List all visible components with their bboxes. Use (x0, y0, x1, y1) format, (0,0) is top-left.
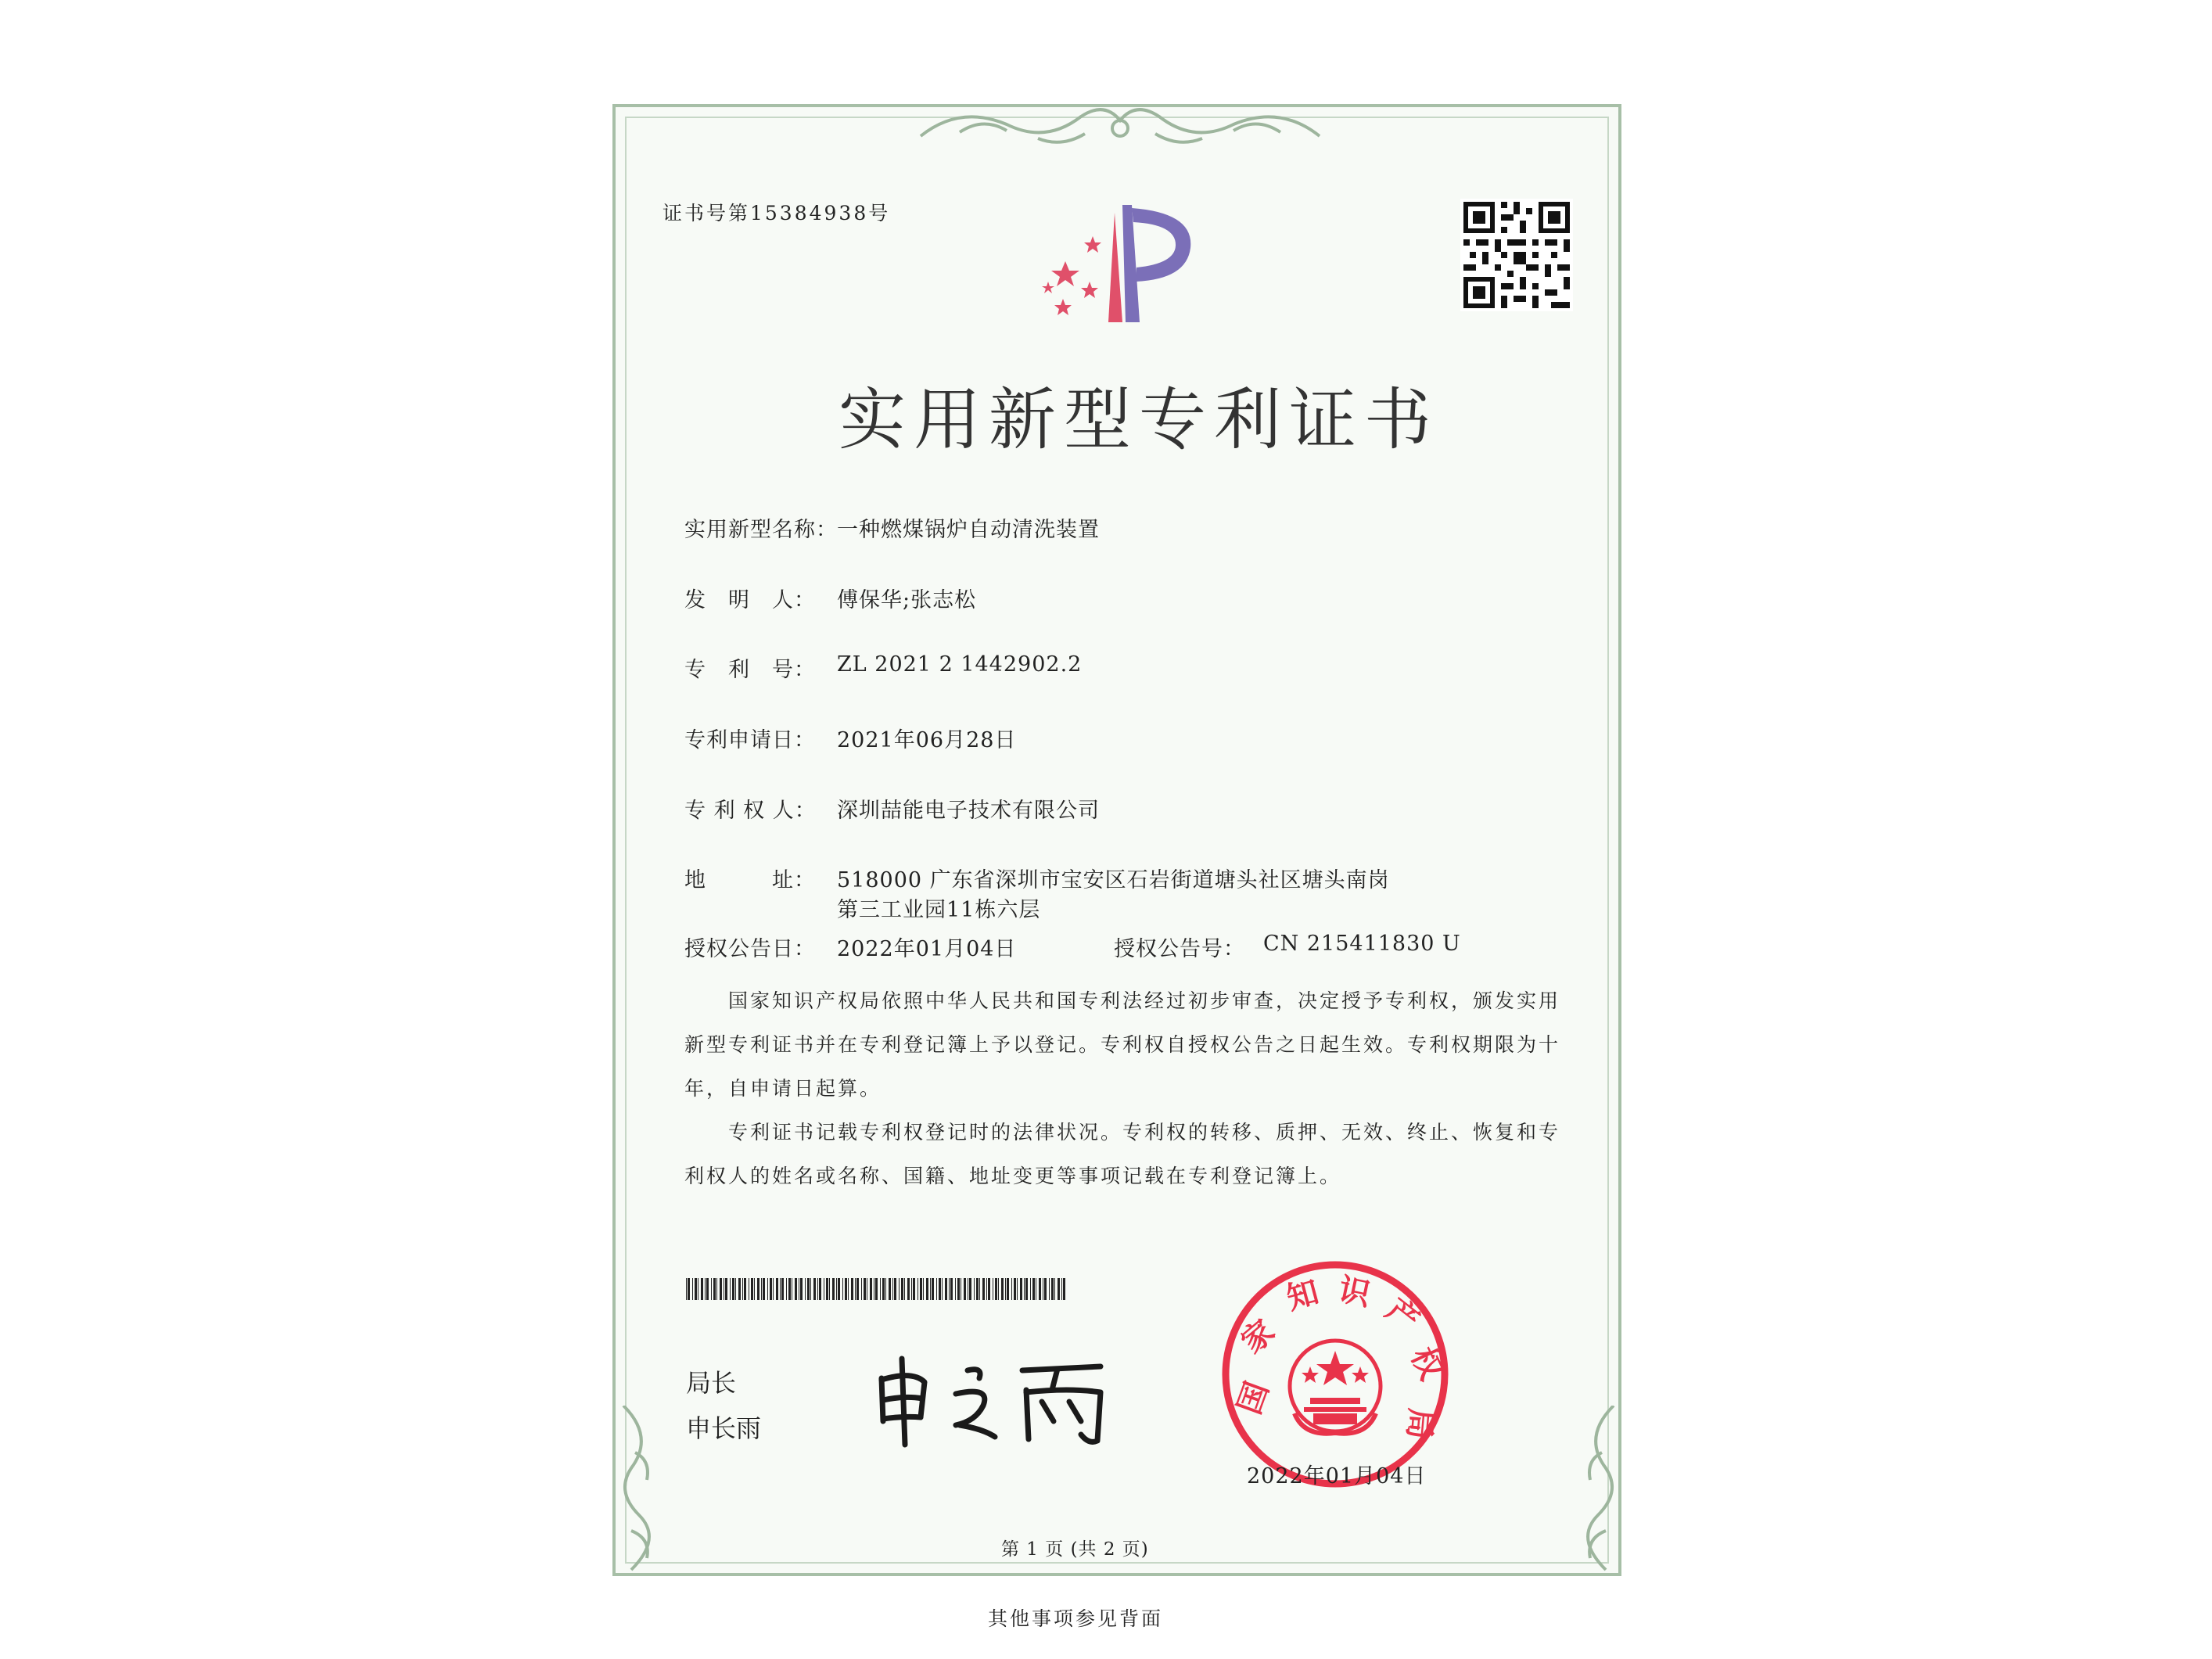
director-title: 局长 (686, 1368, 737, 1398)
footer-note: 其他事项参见背面 (988, 1607, 1164, 1630)
svg-text:产: 产 (1379, 1291, 1426, 1340)
page-indicator: 第 1 页 (共 2 页) (1001, 1539, 1149, 1560)
address-label: 地 址： (684, 868, 816, 892)
cnipa-logo-icon (1022, 189, 1210, 330)
notice-paragraph-1-line-2: 新型专利证书并在专利登记簿上予以登记。专利权自授权公告之日起生效。专利权期限为十 (684, 1033, 1561, 1056)
director-signature (866, 1347, 1124, 1449)
svg-text:局: 局 (1400, 1406, 1439, 1442)
patentee-value: 深圳喆能电子技术有限公司 (837, 799, 1100, 823)
patent-number-label: 专 利 号： (684, 658, 816, 682)
address-line-1: 518000 广东省深圳市宝安区石岩街道塘头社区塘头南岗 (837, 868, 1390, 892)
certificate-number: 证书号第15384938号 (663, 202, 891, 224)
certificate-title: 实用新型专利证书 (838, 381, 1439, 459)
top-ornament-icon (913, 104, 1327, 156)
official-seal (1218, 1257, 1453, 1492)
grant-number-label: 授权公告号： (1114, 937, 1245, 961)
notice-paragraph-2-line-2: 利权人的姓名或名称、国籍、地址变更等事项记载在专利登记簿上。 (684, 1165, 1342, 1187)
utility-name-label: 实用新型名称： (684, 518, 838, 542)
notice-paragraph-2-line-1: 专利证书记载专利权登记时的法律状况。专利权的转移、质押、无效、终止、恢复和专 (684, 1121, 1561, 1144)
grant-date-value: 2022年01月04日 (837, 937, 1017, 961)
inventor-value: 傅保华;张志松 (837, 588, 977, 612)
left-ornament-icon (616, 1406, 670, 1576)
seal-date: 2022年01月04日 (1247, 1464, 1427, 1488)
address-line-2: 第三工业园11栋六层 (837, 898, 1041, 922)
patent-number-value: ZL 2021 2 1442902.2 (837, 652, 1083, 677)
utility-name-value: 一种燃煤锅炉自动清洗装置 (837, 518, 1100, 542)
inventor-label: 发 明 人： (684, 588, 816, 612)
qr-code-icon (1460, 199, 1573, 311)
certificate (612, 104, 1621, 1576)
svg-text:权: 权 (1403, 1341, 1450, 1386)
patentee-label: 专 利 权 人： (684, 799, 817, 823)
right-ornament-icon (1567, 1406, 1621, 1576)
barcode-icon (686, 1278, 1069, 1300)
filing-date-label: 专利申请日： (684, 728, 816, 752)
filing-date-value: 2021年06月28日 (837, 728, 1017, 752)
notice-paragraph-1-line-3: 年，自申请日起算。 (684, 1077, 882, 1100)
svg-text:知: 知 (1283, 1274, 1323, 1317)
svg-text:识: 识 (1335, 1271, 1374, 1313)
grant-number-value: CN 215411830 U (1263, 932, 1461, 956)
svg-text:国: 国 (1231, 1377, 1277, 1420)
director-name: 申长雨 (686, 1413, 762, 1443)
svg-text:家: 家 (1234, 1312, 1282, 1361)
notice-paragraph-1-line-1: 国家知识产权局依照中华人民共和国专利法经过初步审查，决定授予专利权，颁发实用 (684, 989, 1561, 1012)
grant-date-label: 授权公告日： (684, 937, 816, 961)
